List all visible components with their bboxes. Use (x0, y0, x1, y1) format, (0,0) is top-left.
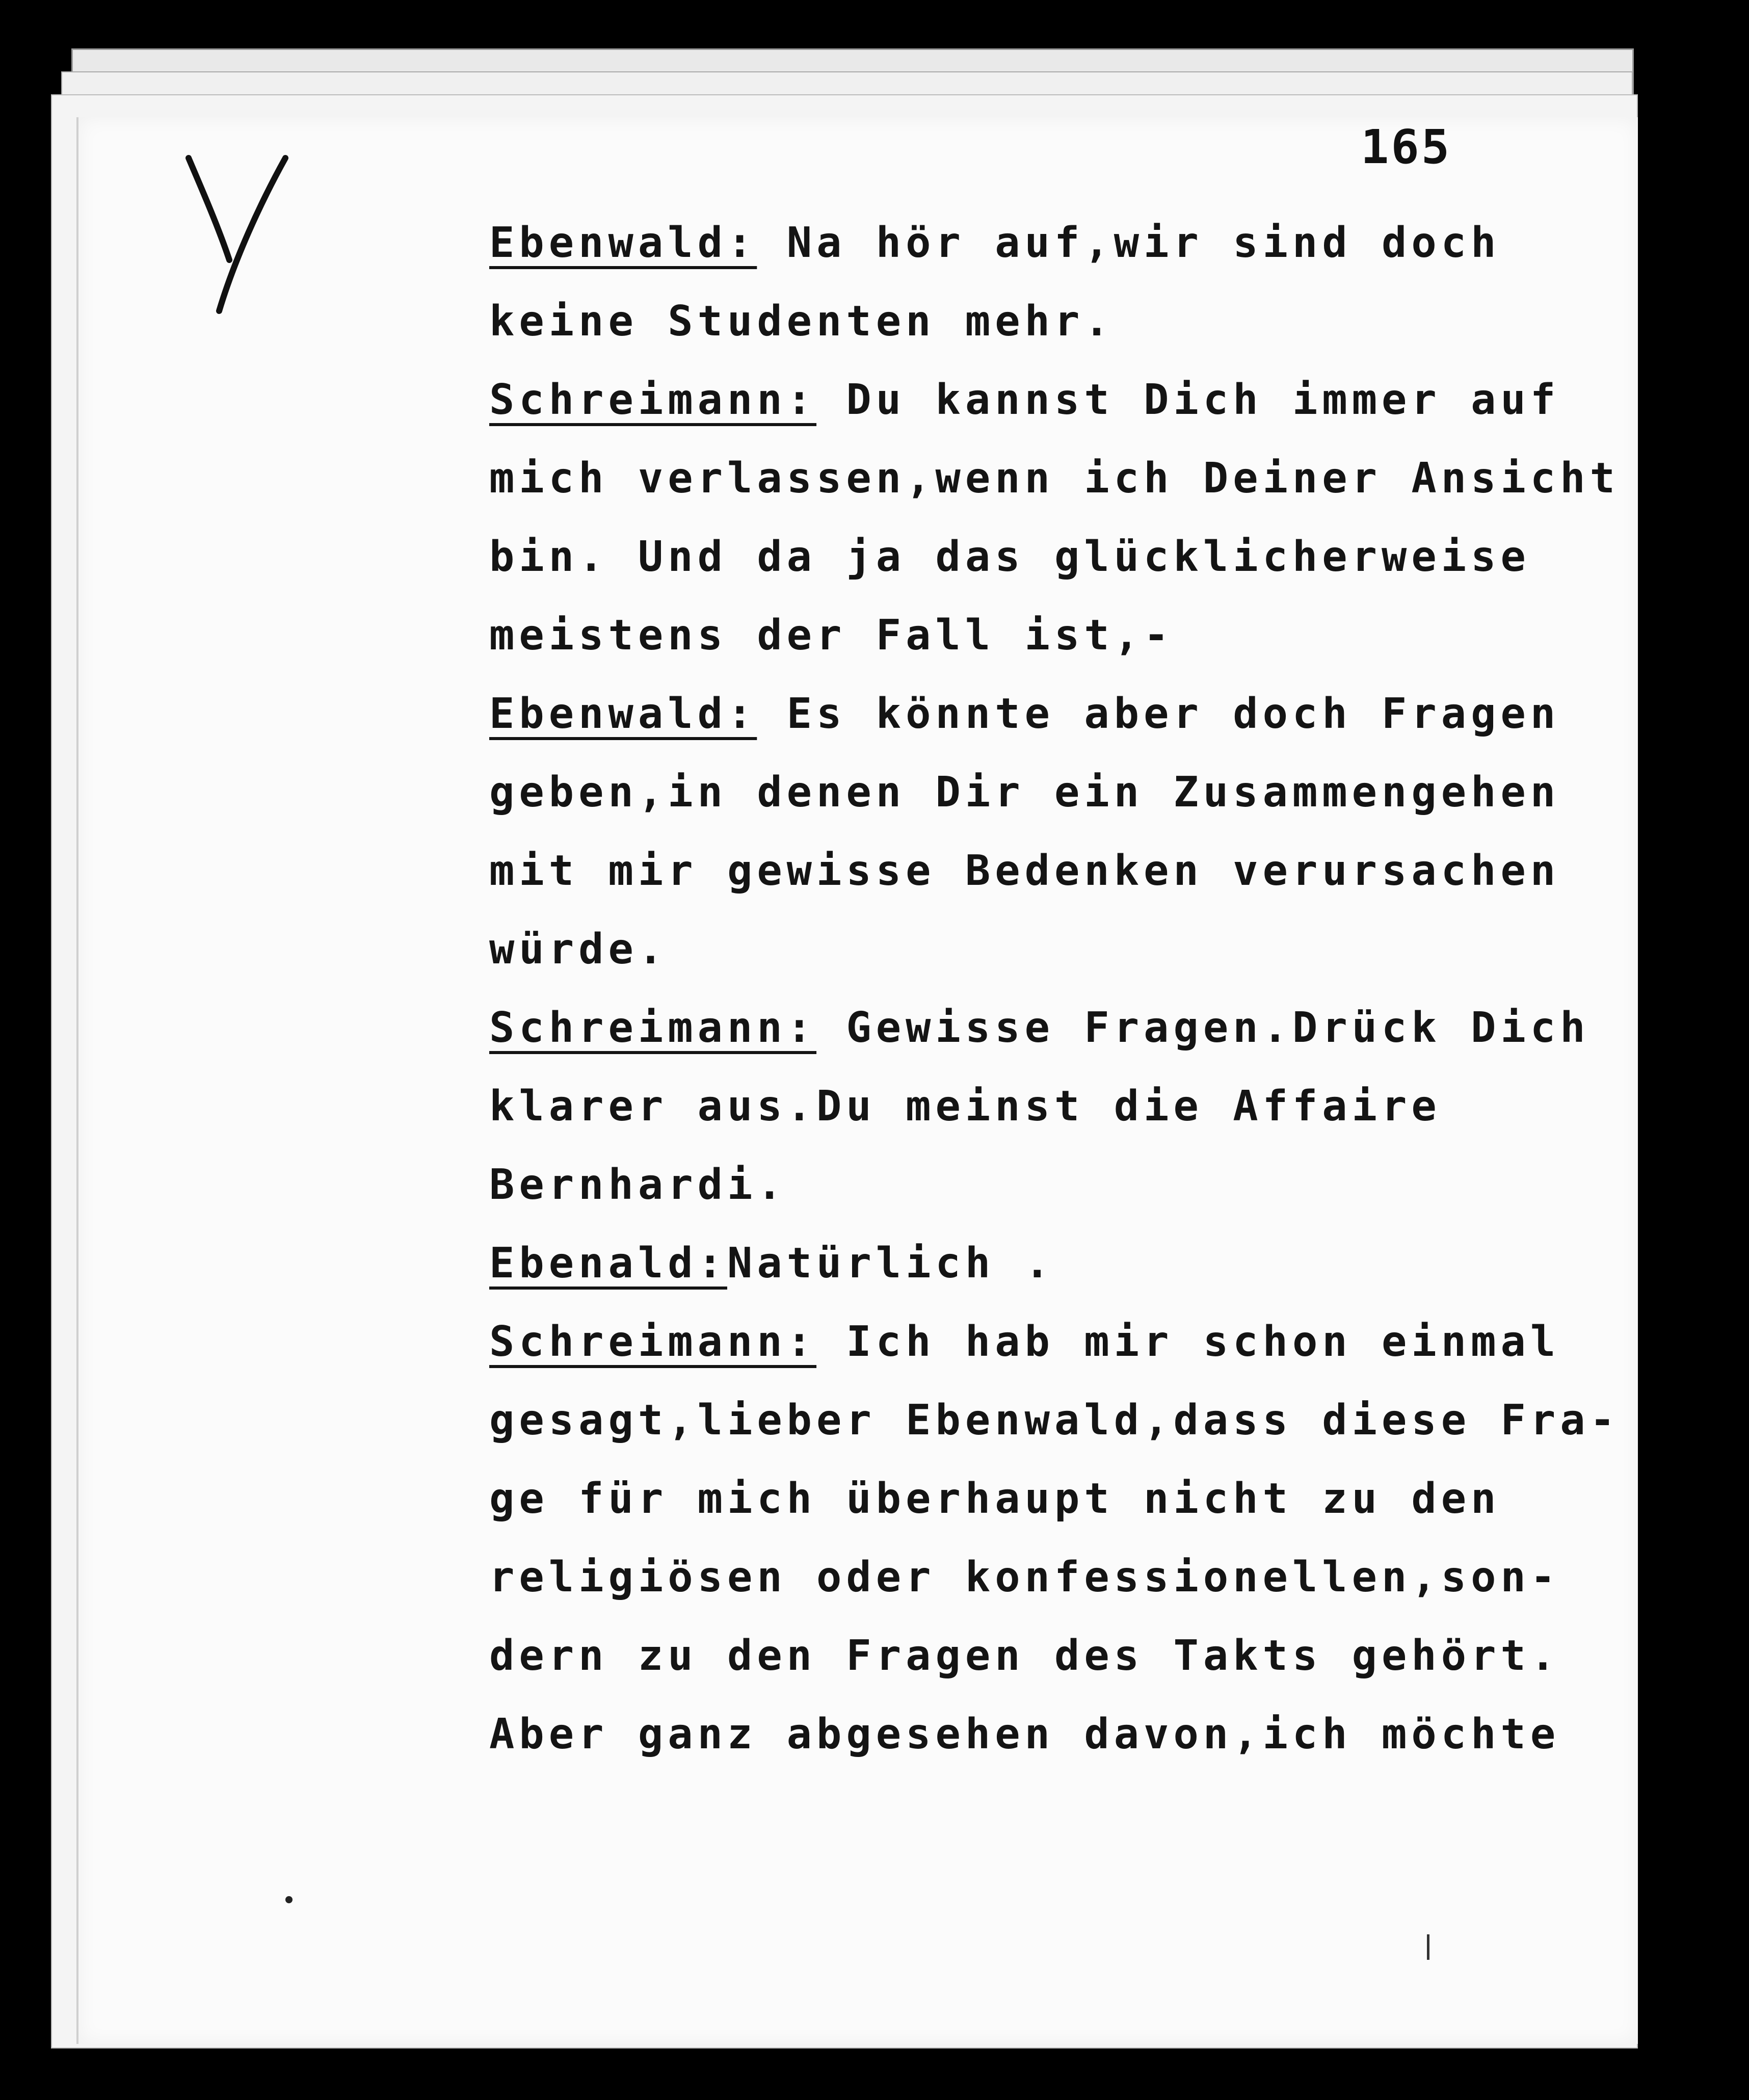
line-text: Na hör auf,wir sind doch (757, 219, 1501, 267)
speaker-name: Ebenald: (489, 1239, 727, 1288)
text-line (489, 282, 1559, 361)
line-text: ge für mich überhaupt nicht zu den (489, 1475, 1501, 1523)
text-line (489, 1695, 1559, 1774)
dialogue-text (489, 204, 1620, 1774)
line-text: geben,in denen Dir ein Zusammengehen (489, 768, 1560, 817)
text-line (489, 596, 1559, 675)
line-text: würde. (489, 925, 668, 974)
line-text: mich verlassen,wenn ich Deiner Ansicht (489, 454, 1620, 503)
line-text: Aber ganz abgesehen davon,ich möchte (489, 1710, 1560, 1758)
speaker-name: Schreimann: (489, 1004, 817, 1052)
line-text: keine Studenten mehr. (489, 297, 1114, 346)
speaker-name: Schreimann: (489, 376, 817, 424)
line-text: klarer aus.Du meinst die Affaire (489, 1082, 1441, 1131)
line-text: religiösen oder konfessionellen,son- (489, 1553, 1560, 1602)
line-text: Es könnte aber doch Fragen (757, 690, 1560, 738)
text-line (489, 1381, 1620, 1460)
text-line (489, 1617, 1559, 1695)
speaker-name: Schreimann: (489, 1318, 817, 1366)
text-line (489, 675, 1559, 753)
line-text: Gewisse Fragen.Drück Dich (816, 1004, 1590, 1052)
line-text: meistens der Fall ist,- (489, 611, 1174, 660)
text-line (489, 518, 1559, 596)
text-line (489, 832, 1559, 910)
ink-speck (285, 1896, 293, 1903)
line-text: bin. Und da ja das glücklicherweise (489, 533, 1530, 581)
speaker-name: Ebenwald: (489, 690, 757, 738)
text-line (489, 753, 1559, 832)
line-text: dern zu den Fragen des Takts gehört. (489, 1632, 1560, 1680)
line-text: Natürlich . (727, 1239, 1055, 1288)
text-line (489, 1538, 1559, 1617)
text-line (489, 204, 1559, 282)
text-line (489, 910, 1559, 989)
text-line (489, 1303, 1559, 1381)
text-line (489, 1460, 1559, 1538)
x-mark-icon (158, 127, 331, 331)
text-line (489, 989, 1590, 1067)
text-line (489, 1224, 1559, 1303)
line-text: mit mir gewisse Bedenken verursachen (489, 847, 1560, 895)
line-text: Bernhardi. (489, 1161, 787, 1209)
ink-speck (1427, 1934, 1429, 1960)
line-text: Ich hab mir schon einmal (816, 1318, 1560, 1366)
line-text: gesagt,lieber Ebenwald,dass diese Fra- (489, 1396, 1620, 1445)
line-text: Du kannst Dich immer auf (816, 376, 1560, 424)
speaker-name: Ebenwald: (489, 219, 757, 267)
text-line (489, 439, 1620, 518)
text-line (489, 361, 1559, 439)
text-line (489, 1067, 1559, 1146)
text-line (489, 1146, 1559, 1224)
page-number: 165 (1361, 120, 1452, 174)
